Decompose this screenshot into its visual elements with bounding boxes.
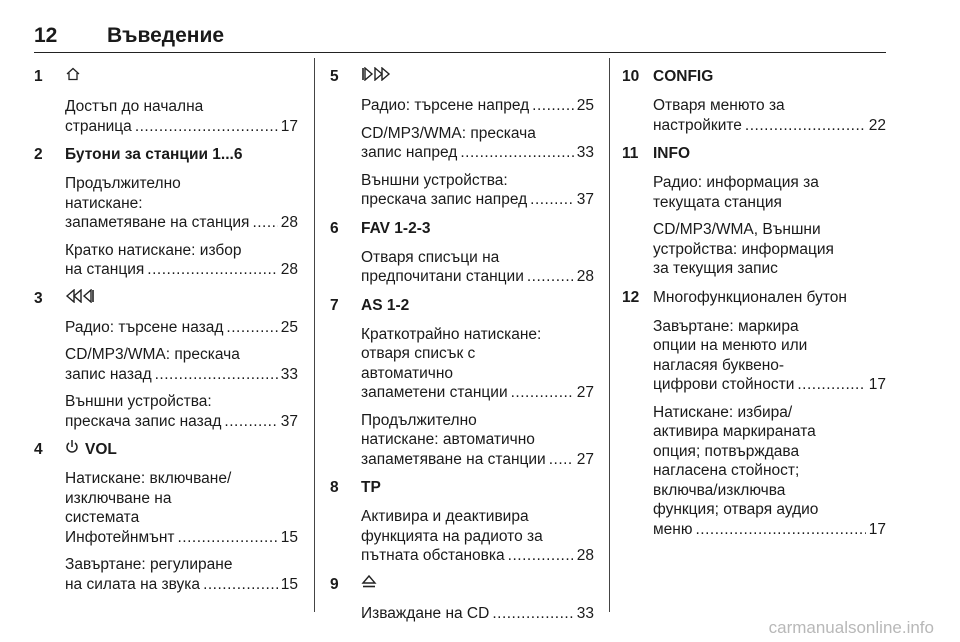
item-body [653,287,886,540]
item-number: 4 [34,441,43,459]
item-heading-text: TP [361,479,381,497]
item-paragraph [65,555,298,594]
item-paragraph [65,241,298,280]
page-reference[interactable]: 27 [576,450,594,468]
toc-line [361,383,594,403]
toc-entry-text: прескача запис напред [361,191,528,209]
item-paragraph [653,403,886,540]
toc-line [653,116,886,136]
item-body [361,477,594,566]
page-title: Въведение [107,24,225,47]
toc-entry-text: пътната обстановка [361,547,505,565]
text-line: Краткотрайно натискане: [361,325,542,343]
text-line: Отваря списъци на [361,248,500,266]
item-paragraph [653,317,886,395]
item-number: 8 [330,479,339,497]
column-2 [330,66,594,631]
item-number: 3 [34,289,43,307]
text-line: функция; отваря аудио [653,501,819,518]
page-reference[interactable]: 22 [868,116,886,134]
list-item [330,66,594,210]
toc-entry-text: меню [653,520,693,538]
page-reference[interactable]: 15 [280,528,298,546]
item-heading [361,66,594,88]
toc-entry-text: настройките [653,116,742,134]
text-line: автоматично [361,364,454,382]
text-line: отваря списък с [361,345,476,363]
dot-leader [178,528,278,548]
page-reference[interactable]: 25 [280,318,298,336]
item-number: 7 [330,296,339,314]
toc-entry-text: на силата на звука [65,575,201,593]
page-reference[interactable]: 28 [280,214,298,231]
toc-line [65,365,298,385]
text-line: Външни устройства: [361,171,508,189]
text-line: Кратко натискане: избор [65,241,242,259]
dot-leader [460,143,573,163]
toc-entry-text: прескача запис назад [65,412,222,430]
toc-line [653,520,886,540]
text-line: CD/MP3/WMA, Външни [653,221,821,238]
dot-leader [147,260,277,280]
page-reference[interactable]: 33 [280,365,298,383]
item-paragraph [65,318,298,338]
page-reference[interactable]: 37 [280,412,298,430]
text-line: Многофункционален бутон [653,288,847,306]
toc-entry-text: Радио: търсене напред [361,97,530,115]
toc-line [361,190,594,210]
item-number: 12 [622,288,640,306]
list-item [330,218,594,287]
item-number: 11 [622,145,639,162]
item-heading [361,477,594,499]
list-item [34,288,298,432]
dot-leader [511,383,574,403]
item-paragraph [653,173,886,212]
text-line: устройства: информация [653,240,834,258]
text-line: системата [65,509,140,527]
toc-line [65,318,298,338]
toc-line [65,575,298,595]
toc-entry-text: Радио: търсене назад [65,318,224,336]
page-reference[interactable]: 28 [280,261,298,278]
dot-leader [252,213,277,233]
toc-entry-text: запис напред [361,144,458,162]
toc-line [65,260,298,280]
item-heading [361,218,594,240]
home-icon [65,66,81,89]
item-body [653,66,886,135]
dot-leader [492,604,573,624]
list-item [34,144,298,280]
item-paragraph [361,507,594,566]
dot-leader [226,318,277,338]
item-number: 9 [330,575,339,593]
list-item [622,66,886,135]
text-line: Достъп до начална [65,98,204,115]
toc-line [361,604,594,624]
list-item [622,287,886,540]
item-paragraph [65,345,298,384]
text-line: Натискане: избира/ [653,403,793,421]
item-paragraph [361,325,594,403]
dot-leader [797,375,865,395]
list-item [330,295,594,470]
toc-entry-text: запаметяване на станция [65,214,250,231]
toc-line [65,412,298,432]
page-reference[interactable]: 17 [280,117,298,135]
text-line: опция; потвърждава [653,442,800,460]
toc-entry-text: запис назад [65,365,152,383]
list-item [34,439,298,594]
list-item [330,477,594,566]
text-line: нагласяя буквено- [653,356,785,374]
column-3 [622,66,886,547]
item-paragraph [361,411,594,470]
dot-leader [745,116,866,136]
list-item [34,66,298,136]
dot-leader [530,190,574,210]
item-paragraph [653,96,886,135]
dot-leader [695,520,865,540]
dot-leader [549,450,574,470]
eject-icon [361,574,377,596]
text-line: опции на менюто или [653,337,808,354]
toc-entry-text: запаметяване на станции [361,450,546,468]
page-header [34,22,886,53]
item-heading [65,66,298,89]
item-paragraph [65,469,298,547]
item-paragraph [65,392,298,431]
page-reference[interactable]: 33 [576,604,594,622]
text-line: CD/MP3/WMA: прескача [361,124,536,142]
item-heading [65,439,298,461]
page-reference[interactable]: 27 [576,384,594,402]
item-heading-text: AS 1-2 [361,296,410,314]
item-body [65,439,298,594]
item-heading-text: VOL [85,441,117,459]
dot-leader [224,412,277,432]
toc-line [65,117,298,137]
page-reference[interactable]: 37 [576,191,594,209]
text-line: Завъртане: маркира [653,317,799,335]
item-paragraph [361,124,594,163]
column-divider [609,58,610,612]
dot-leader [532,96,574,116]
item-number: 5 [330,68,339,85]
item-heading-text: INFO [653,145,691,162]
seek-back-icon [65,288,95,310]
text-line: Продължително [65,175,181,192]
item-heading [653,66,886,88]
item-body [653,143,886,279]
text-line: Активира и деактивира [361,508,529,526]
item-number: 10 [622,68,640,85]
text-line: натискане: автоматично [361,431,535,449]
text-line: функцията на радиото за [361,527,543,545]
item-paragraph [653,220,886,279]
text-line: CD/MP3/WMA: прескача [65,346,240,364]
item-heading [653,143,886,165]
list-item [330,574,594,624]
item-paragraph [653,287,886,309]
item-paragraph [361,171,594,210]
toc-line [361,450,594,470]
page-reference[interactable]: 15 [280,575,298,593]
item-heading [65,144,298,166]
item-body [361,218,594,287]
toc-line [361,546,594,566]
dot-leader [527,267,574,287]
text-line: Натискане: включване/ [65,470,232,488]
item-heading-text: CONFIG [653,68,714,85]
column-divider [314,58,315,612]
text-line: текущата станция [653,193,782,211]
item-number: 6 [330,219,339,237]
toc-entry-text: Инфотейнмънт [65,528,175,546]
toc-entry-text: запаметени станции [361,384,508,402]
item-body [361,295,594,470]
power-icon [65,439,79,461]
item-body [65,144,298,280]
text-line: Радио: информация за [653,174,819,191]
text-line: Външни устройства: [65,393,212,411]
item-number: 2 [34,146,43,163]
text-line: Отваря менюто за [653,97,785,114]
toc-line [361,267,594,287]
page-reference[interactable]: 25 [576,97,594,115]
dot-leader [135,117,278,137]
toc-line [361,143,594,163]
item-heading-text: Бутони за станции 1...6 [65,146,243,163]
item-body [361,66,594,210]
item-body [361,574,594,624]
item-heading [361,574,594,596]
text-line: за текущия запис [653,260,778,277]
text-line: Продължително [361,411,477,429]
toc-entry-text: на станция [65,261,145,278]
text-line: нагласена стойност; [653,462,800,479]
toc-entry-text: страница [65,117,132,135]
toc-entry-text: Изваждане на CD [361,604,490,622]
text-line: изключване на [65,489,172,507]
column-1 [34,66,298,602]
dot-leader [203,575,278,595]
text-line: активира маркираната [653,423,816,440]
page-reference[interactable]: 17 [868,520,886,538]
item-paragraph [65,97,298,136]
item-body [65,288,298,432]
toc-entry-text: цифрови стойности [653,376,795,393]
dot-leader [508,546,574,566]
item-paragraph [361,248,594,287]
text-line: Завъртане: регулиране [65,556,233,574]
item-paragraph [65,174,298,233]
text-line: натискане: [65,194,143,212]
page-number: 12 [34,24,58,47]
item-heading [65,288,298,310]
toc-entry-text: предпочитани станции [361,268,524,286]
toc-line [361,96,594,116]
dot-leader [155,365,278,385]
item-number: 1 [34,68,43,85]
toc-line [65,213,298,233]
toc-line [653,375,886,395]
page-reference[interactable]: 28 [576,268,594,286]
seek-forward-icon [361,66,391,88]
page-reference[interactable]: 17 [868,376,886,393]
watermark: carmanualsonline.info [768,618,934,637]
text-line: включва/изключва [653,481,786,499]
item-body [65,66,298,136]
item-paragraph [361,604,594,624]
item-heading [361,295,594,317]
item-paragraph [361,96,594,116]
page-reference[interactable]: 28 [576,547,594,565]
page-reference[interactable]: 33 [576,144,594,162]
list-item [622,143,886,279]
item-heading-text: FAV 1-2-3 [361,219,431,237]
toc-line [65,528,298,548]
